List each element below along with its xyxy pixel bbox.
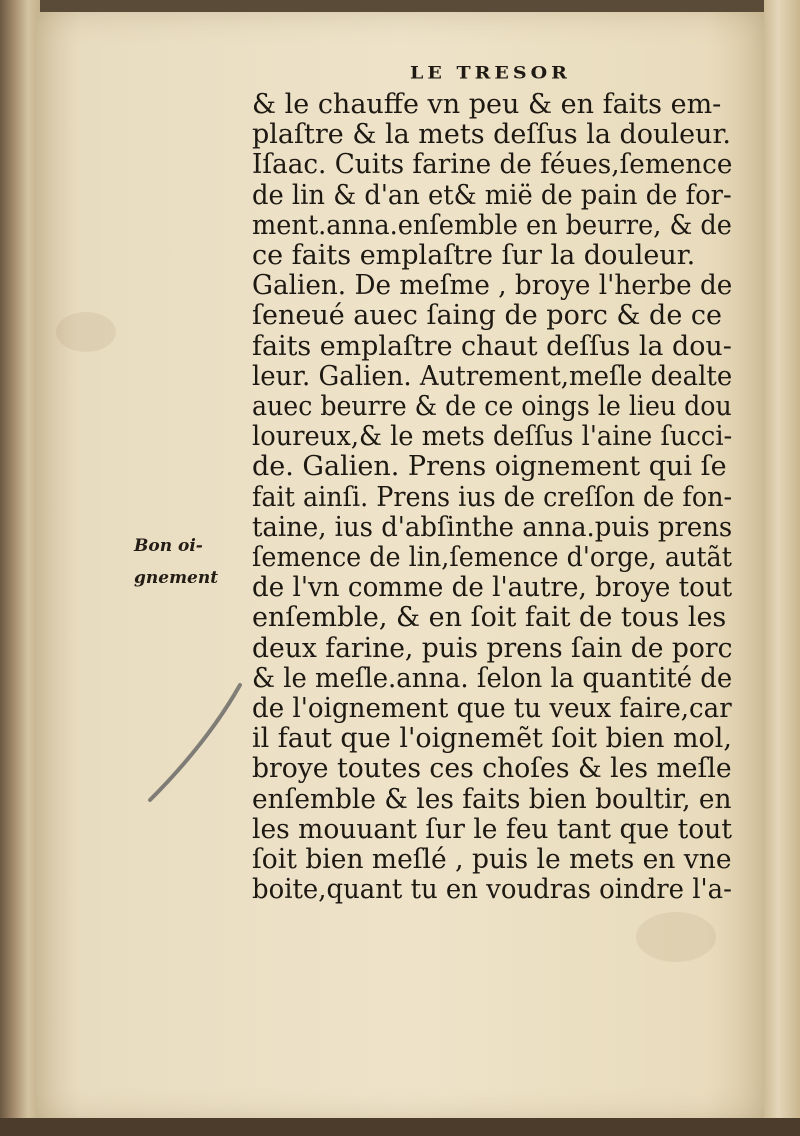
text-line: il faut que l'oignemẽt ſoit bien mol, — [252, 723, 732, 755]
text-line: de. Galien. Prens oignement qui ſe — [252, 451, 727, 483]
text-line: loureux,& le mets deſſus l'aine ſucci- — [252, 421, 733, 453]
text-line: de l'vn comme de l'autre, broye tout — [252, 572, 733, 604]
text-line: & le meſle.anna. ſelon la quantité de — [252, 662, 733, 694]
margin-note-line: gnement — [134, 568, 219, 588]
book-binding-edge — [0, 0, 40, 1136]
text-line: faits emplaſtre chaut deſſus la dou- — [252, 330, 732, 362]
page-bottom-edge — [0, 1118, 800, 1136]
text-line: les mouuant ſur le feu tant que tout — [252, 813, 732, 845]
text-line: taine, ius d'abſinthe anna.puis prens — [252, 511, 733, 543]
text-line: de l'oignement que tu veux faire,car — [252, 693, 732, 725]
text-line: deux farine, puis prens ſain de porc — [252, 632, 733, 664]
text-line: Galien. De meſme , broye l'herbe de — [252, 270, 733, 302]
pencil-mark — [140, 680, 250, 810]
text-line: ſemence de lin,ſemence d'orge, autãt — [252, 542, 732, 574]
paper-stain — [636, 912, 716, 962]
text-line: enſemble & les faits bien boultir, en — [252, 783, 732, 815]
text-line: ment.anna.enſemble en beurre, & de — [252, 209, 732, 241]
text-line: fait ainſi. Prens ius de creſſon de fon- — [252, 481, 733, 513]
margin-note-line: Bon oi- — [134, 536, 203, 556]
text-line: broye toutes ces choſes & les meſle — [252, 753, 732, 785]
margin-note — [134, 530, 244, 594]
text-line: de lin & d'an et& mië de pain de for- — [252, 179, 732, 211]
text-line: & le chauffe vn peu & en faits em- — [252, 89, 722, 120]
text-line: enſemble, & en ſoit fait de tous les — [252, 602, 727, 634]
running-head: LE TRESOR — [410, 63, 571, 83]
text-line: Iſaac. Cuits farine de féues,ſemence — [252, 149, 733, 181]
text-line: ſeneué auec ſaing de porc & de ce — [252, 300, 722, 332]
facing-page-edge — [764, 0, 800, 1136]
text-line: plaſtre & la mets deſſus la douleur. — [252, 119, 731, 151]
paper-stain — [56, 312, 116, 352]
text-line: ſoit bien meſlé , puis le mets en vne — [252, 844, 732, 876]
text-line: auec beurre & de ce oings le lieu dou — [252, 391, 732, 423]
text-line: leur. Galien. Autrement,meſle dealte — [252, 360, 733, 392]
body-text — [252, 90, 732, 905]
text-line: boite,quant tu en voudras oindre l'a- — [252, 874, 732, 906]
text-line: ce faits emplaſtre ſur la douleur. — [252, 240, 696, 272]
